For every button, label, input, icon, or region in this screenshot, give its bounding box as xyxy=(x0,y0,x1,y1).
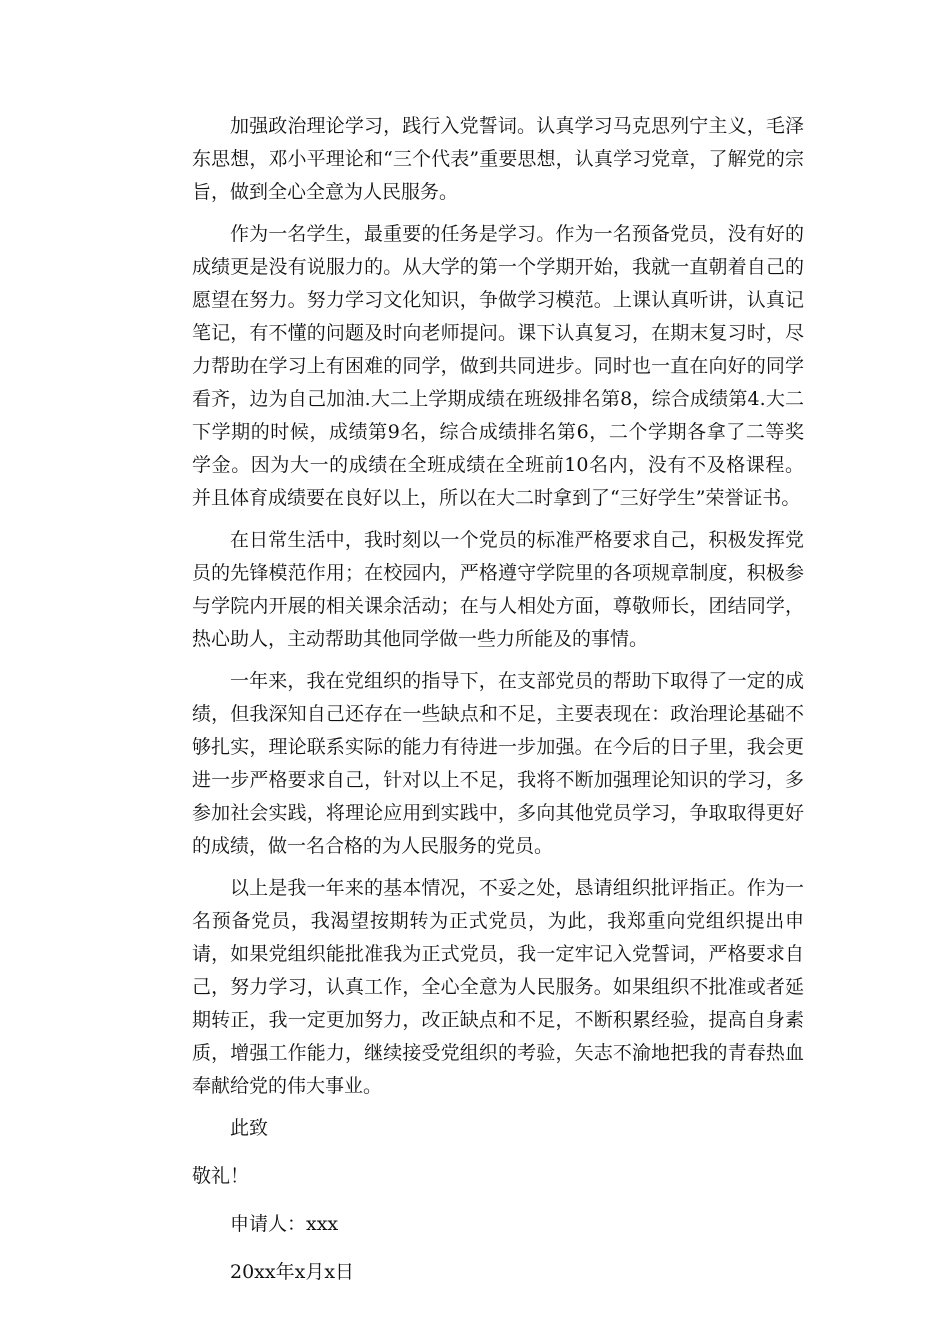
closing-jing-li: 敬礼！ xyxy=(192,1165,250,1187)
paragraph-daily-life: 在日常生活中，我时刻以一个党员的标准严格要求自己，积极发挥党员的先锋模范作用；在校园内，严格遵守学院里的各项规章制度，积极参与学院内开展的相关课余活动；在与人相处方面，尊敬师长，团结同学，热心助人，主动帮助其他同学做一些力所能及的事情。 xyxy=(192,529,804,650)
paragraph-application: 以上是我一年来的基本情况，不妥之处，恳请组织批评指正。作为一名预备党员，我渴望按期转为正式党员，为此，我郑重向党组织提出申请，如果党组织能批准我为正式党员，我一定牢记入党誓词，严格要求自己，努力学习，认真工作，全心全意为人民服务。如果组织不批准或者延期转正，我一定更加努力，改正缺点和不足，不断积累经验，提高自身素质，增强工作能力，继续接受党组织的考验，矢志不渝地把我的青春热血奉献给党的伟大事业。 xyxy=(192,877,804,1097)
closing-ci-zhi: 此致 xyxy=(230,1117,269,1139)
paragraph-academic-study: 作为一名学生，最重要的任务是学习。作为一名预备党员，没有好的成绩更是没有说服力的。从大学的第一个学期开始，我就一直朝着自己的愿望在努力。努力学习文化知识，争做学习模范。上课认真听讲，认真记笔记，有不懂的问题及时向老师提问。课下认真复习，在期末复习时，尽力帮助在学习上有困难的同学，做到共同进步。同时也一直在向好的同学看齐，边为自己加油.大二上学期成绩在班级排名第8，综合成绩第4.大二下学期的时候，成绩第9名，综合成绩排名第6，二个学期各拿了二等奖学金。因为大一的成绩在全班成绩在全班前10名内，没有不及格课程。并且体育成绩要在良好以上，所以在大二时拿到了“三好学生”荣誉证书。 xyxy=(192,223,804,509)
application-date: 20xx年x月x日 xyxy=(230,1261,355,1283)
paragraph-shortcomings: 一年来，我在党组织的指导下，在支部党员的帮助下取得了一定的成绩，但我深知自己还存在一些缺点和不足，主要表现在：政治理论基础不够扎实，理论联系实际的能力有待进一步加强。在今后的日子里，我会更进一步严格要求自己，针对以上不足，我将不断加强理论知识的学习，多参加社会实践，将理论应用到实践中，多向其他党员学习，争取取得更好的成绩，做一名合格的为人民服务的党员。 xyxy=(192,670,804,857)
applicant-signature: 申请人：xxx xyxy=(230,1213,339,1235)
document-body xyxy=(192,110,804,1304)
paragraph-political-study: 加强政治理论学习，践行入党誓词。认真学习马克思列宁主义，毛泽东思想，邓小平理论和“三个代表”重要思想，认真学习党章，了解党的宗旨，做到全心全意为人民服务。 xyxy=(192,115,804,203)
